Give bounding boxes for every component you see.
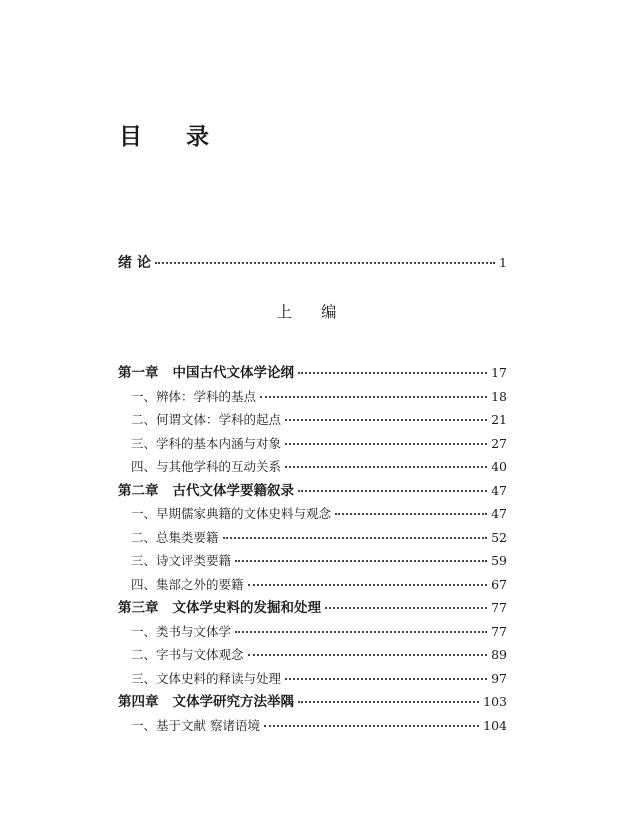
toc-page-number: 59 [491,553,507,568]
dot-leader [260,395,487,398]
section-title: 二、总集类要籍 [131,529,219,545]
dot-leader [248,583,488,586]
part-title: 上 编 [276,303,349,321]
chapter-title: 文体学史料的发掘和处理 [172,600,321,616]
section-title: 一、类书与文体学 [131,623,232,639]
section-title: 一、早期儒家典籍的文体史料与观念 [131,506,332,521]
toc-page-number: 17 [491,365,507,380]
dot-leader [298,700,479,703]
toc-section[interactable] [118,620,507,644]
toc-chapter[interactable] [118,596,507,620]
chapter-number: 第二章 [118,482,159,499]
dot-leader [248,653,488,656]
toc-section[interactable] [118,526,507,550]
dot-leader [325,606,487,609]
section-title: 二、何谓文体：学科的起点 [131,412,282,427]
toc-entry-label: 绪 论 [118,255,151,271]
chapter-heading [118,691,294,715]
dot-leader [235,559,487,562]
toc-page-number: 52 [491,529,507,545]
chapter-title: 古代文体学要籍叙录 [172,482,294,499]
toc-section[interactable] [118,502,507,526]
dot-leader [285,442,487,445]
table-of-contents [118,253,507,737]
chapter-heading [118,480,294,504]
section-title: 三、学科的基本内涵与对象 [131,435,282,451]
dot-leader [235,630,487,633]
toc-page-number: 40 [491,459,507,474]
toc-section[interactable] [118,455,507,479]
section-title: 四、与其他学科的互动关系 [131,459,282,474]
toc-page-number: 1 [499,255,507,270]
toc-section[interactable] [118,432,507,456]
chapter-number: 第一章 [118,365,159,381]
dot-leader [285,418,487,421]
toc-page-number: 89 [491,647,507,662]
toc-section[interactable] [118,714,507,738]
section-title: 三、文体史料的释读与处理 [131,670,282,686]
chapter-heading [118,597,321,621]
dot-leader [298,371,487,374]
section-title: 二、字书与文体观念 [131,647,244,662]
chapter-title: 文体学研究方法举隅 [172,694,294,710]
section-title: 一、基于文献 察诸语境 [131,717,260,733]
toc-chapter[interactable] [118,690,507,714]
dot-leader [264,724,479,727]
toc-section[interactable] [118,385,507,409]
toc-chapter[interactable] [118,361,507,385]
toc-page-number: 27 [491,435,507,451]
toc-section[interactable] [118,643,507,667]
dot-leader [155,261,495,264]
toc-section[interactable] [118,573,507,597]
section-title: 三、诗文评类要籍 [131,553,232,568]
chapter-title: 中国古代文体学论纲 [172,365,294,381]
toc-page-number: 67 [491,576,507,592]
section-title: 一、辨体：学科的基点 [131,388,257,404]
toc-page-number: 47 [491,506,507,521]
dot-leader [285,677,487,680]
chapter-number: 第四章 [118,694,159,710]
toc-chapter[interactable] [118,479,507,503]
toc-page-number: 21 [491,412,507,427]
dot-leader [223,536,488,539]
dot-leader [335,512,487,515]
toc-section[interactable] [118,549,507,573]
toc-page-number: 104 [483,717,507,733]
toc-page-number: 97 [491,670,507,686]
page-title: 目 录 [119,123,228,150]
toc-section[interactable] [118,667,507,691]
section-title: 四、集部之外的要籍 [131,576,244,592]
chapter-heading [118,362,294,386]
chapter-number: 第三章 [118,600,159,616]
toc-entry-intro[interactable] [118,253,507,273]
toc-page-number: 77 [491,623,507,639]
toc-section[interactable] [118,408,507,432]
dot-leader [298,489,487,492]
toc-page-number: 103 [483,694,507,709]
toc-page-number: 18 [491,388,507,404]
dot-leader [285,465,487,468]
toc-page-number: 77 [491,600,507,615]
toc-page-number: 47 [491,482,507,498]
